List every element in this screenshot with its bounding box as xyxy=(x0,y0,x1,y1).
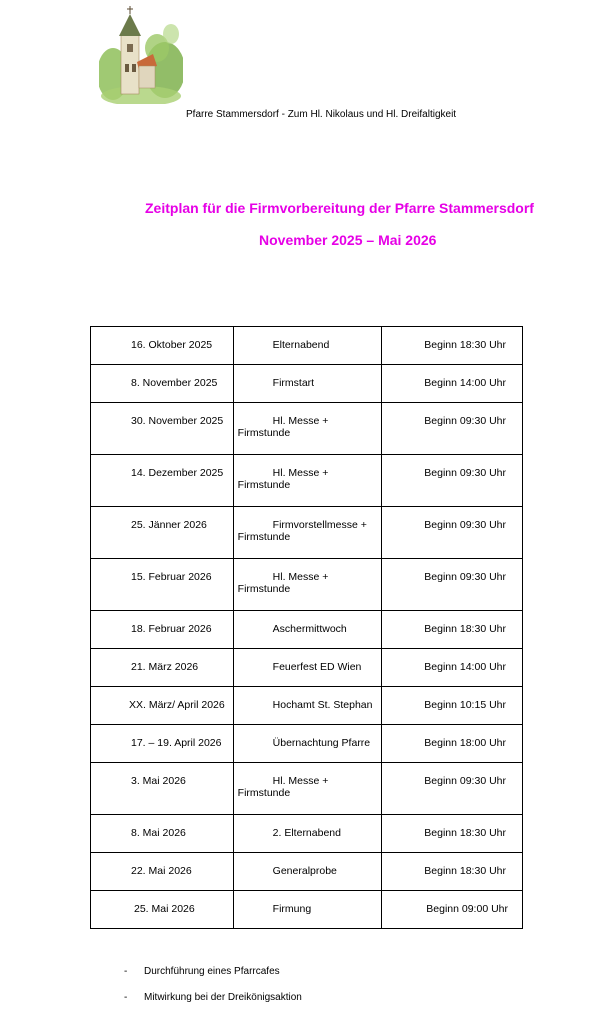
table-row xyxy=(91,327,523,365)
time-cell: Beginn 09:00 Uhr xyxy=(381,891,522,929)
list-item xyxy=(124,992,302,1018)
parish-name-header: Pfarre Stammersdorf - Zum Hl. Nikolaus und Hl. Dreifaltigkeit xyxy=(186,109,457,120)
date-cell: 30. November 2025 xyxy=(91,403,234,455)
event-cell xyxy=(233,403,381,455)
date-cell: 22. Mai 2026 xyxy=(91,853,234,891)
event-cell xyxy=(233,853,381,891)
date-cell: 17. – 19. April 2026 xyxy=(91,725,234,763)
list-dash: - xyxy=(124,966,128,977)
time-cell: Beginn 14:00 Uhr xyxy=(381,365,522,403)
date-cell: 3. Mai 2026 xyxy=(91,763,234,815)
event-cell xyxy=(233,687,381,725)
event-cell xyxy=(233,815,381,853)
time-cell: Beginn 18:30 Uhr xyxy=(381,327,522,365)
date-cell: 8. Mai 2026 xyxy=(91,815,234,853)
event-cell xyxy=(233,455,381,507)
time-cell: Beginn 09:30 Uhr xyxy=(381,455,522,507)
event-label: Hl. Messe + xyxy=(272,415,329,427)
time-cell: Beginn 18:30 Uhr xyxy=(381,853,522,891)
schedule-period: November 2025 – Mai 2026 xyxy=(259,232,437,248)
table-row xyxy=(91,611,523,649)
table-row xyxy=(91,725,523,763)
event-cell xyxy=(233,365,381,403)
table-row xyxy=(91,763,523,815)
event-label: Elternabend xyxy=(272,339,330,351)
event-cell xyxy=(233,649,381,687)
event-cell xyxy=(233,507,381,559)
event-cell xyxy=(233,559,381,611)
notes-list xyxy=(124,966,302,1018)
event-label: Übernachtung Pfarre xyxy=(272,737,371,749)
event-label-cont: Firmstunde xyxy=(237,479,291,491)
date-cell: XX. März/ April 2026 xyxy=(91,687,234,725)
table-row xyxy=(91,455,523,507)
schedule-title: Zeitplan für die Firmvorbereitung der Pfarre Stammersdorf xyxy=(145,200,534,216)
event-cell xyxy=(233,891,381,929)
event-label: Aschermittwoch xyxy=(272,623,347,635)
time-cell: Beginn 14:00 Uhr xyxy=(381,649,522,687)
time-cell: Beginn 18:00 Uhr xyxy=(381,725,522,763)
table-row xyxy=(91,815,523,853)
event-label: Firmung xyxy=(272,903,312,915)
date-cell: 15. Februar 2026 xyxy=(91,559,234,611)
time-cell: Beginn 09:30 Uhr xyxy=(381,403,522,455)
time-cell: Beginn 09:30 Uhr xyxy=(381,507,522,559)
time-cell: Beginn 09:30 Uhr xyxy=(381,559,522,611)
event-cell xyxy=(233,327,381,365)
list-item xyxy=(124,966,302,992)
time-cell: Beginn 18:30 Uhr xyxy=(381,611,522,649)
list-item-text: Mitwirkung bei der Dreikönigsaktion xyxy=(144,992,302,1003)
event-label-cont: Firmstunde xyxy=(237,531,291,543)
table-row xyxy=(91,403,523,455)
date-cell: 21. März 2026 xyxy=(91,649,234,687)
event-label: Hl. Messe + xyxy=(272,571,329,583)
event-cell xyxy=(233,725,381,763)
time-cell: Beginn 09:30 Uhr xyxy=(381,763,522,815)
event-cell xyxy=(233,611,381,649)
table-row xyxy=(91,507,523,559)
schedule-table xyxy=(90,326,523,929)
time-cell: Beginn 18:30 Uhr xyxy=(381,815,522,853)
church-illustration xyxy=(99,4,183,104)
date-cell: 16. Oktober 2025 xyxy=(91,327,234,365)
table-row xyxy=(91,365,523,403)
event-label-cont: Firmstunde xyxy=(237,787,291,799)
date-cell: 25. Jänner 2026 xyxy=(91,507,234,559)
event-label: Feuerfest ED Wien xyxy=(272,661,362,673)
event-label: Firmvorstellmesse + xyxy=(272,519,367,531)
list-dash: - xyxy=(124,992,128,1003)
time-cell: Beginn 10:15 Uhr xyxy=(381,687,522,725)
event-label: Firmstart xyxy=(272,377,315,389)
table-row xyxy=(91,853,523,891)
event-cell xyxy=(233,763,381,815)
table-row xyxy=(91,559,523,611)
date-cell: 18. Februar 2026 xyxy=(91,611,234,649)
event-label: Generalprobe xyxy=(272,865,337,877)
table-row xyxy=(91,649,523,687)
date-cell: 25. Mai 2026 xyxy=(91,891,234,929)
event-label-cont: Firmstunde xyxy=(237,583,291,595)
event-label: Hl. Messe + xyxy=(272,775,329,787)
event-label: 2. Elternabend xyxy=(272,827,341,839)
table-row xyxy=(91,687,523,725)
date-cell: 14. Dezember 2025 xyxy=(91,455,234,507)
date-cell: 8. November 2025 xyxy=(91,365,234,403)
list-item-text: Durchführung eines Pfarrcafes xyxy=(144,966,280,977)
event-label: Hl. Messe + xyxy=(272,467,329,479)
event-label-cont: Firmstunde xyxy=(237,427,291,439)
event-label: Hochamt St. Stephan xyxy=(272,699,373,711)
table-row xyxy=(91,891,523,929)
